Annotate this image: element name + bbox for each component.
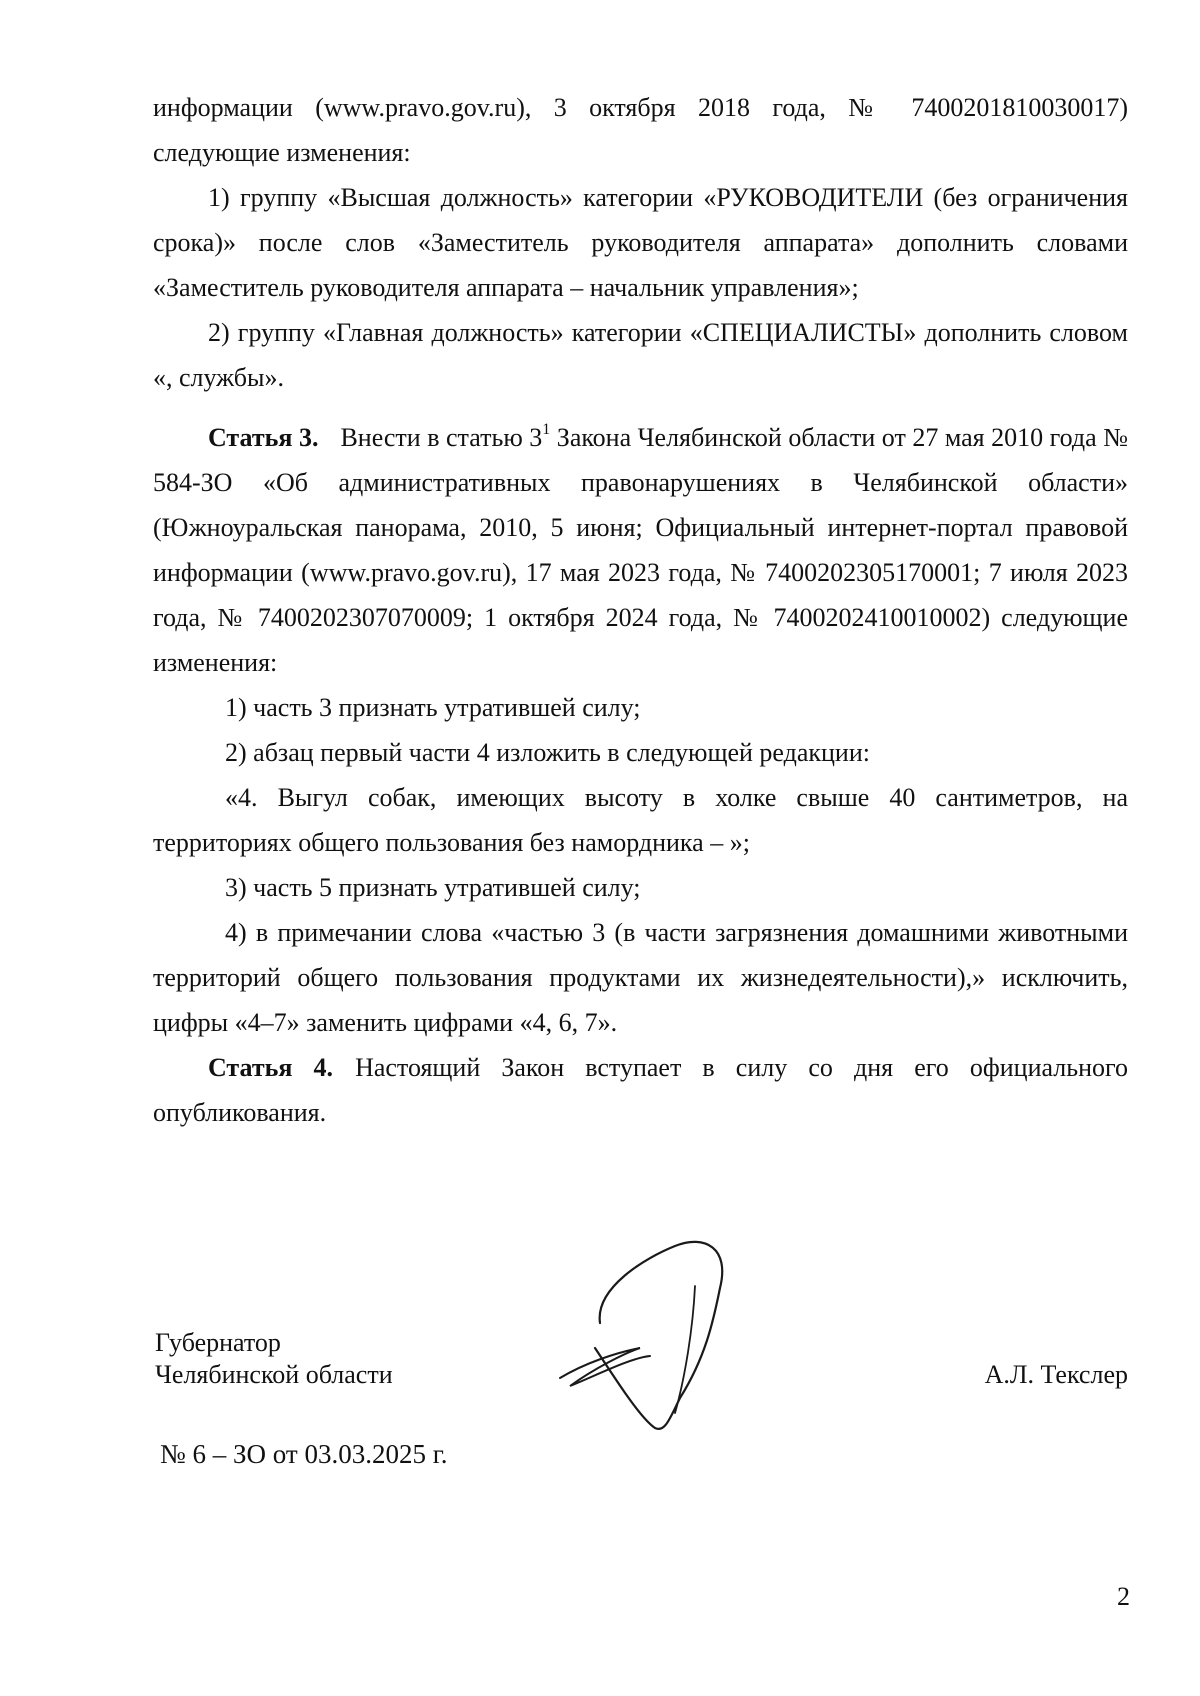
governor-title-line-1: Губернатор bbox=[155, 1328, 281, 1357]
handwritten-signature bbox=[555, 1228, 785, 1448]
article-4-paragraph bbox=[153, 1045, 1128, 1135]
law-number: № 6 – ЗО от 03.03.2025 г. bbox=[160, 1439, 448, 1469]
signer-name: А.Л. Текслер bbox=[984, 1360, 1128, 1389]
amendment-item-1: 1) группу «Высшая должность» категории «РУКОВОДИТЕЛИ (без ограничения срока)» после слов «Заместитель руководителя аппарата» дополнить словами «Заместитель руководителя аппарата – начальник управления»; bbox=[153, 183, 1128, 302]
article-3-intro-superscript: 1 bbox=[542, 421, 551, 439]
paragraph-intro-tail: информации (www.pravo.gov.ru), 3 октября 2018 года, № 7400201810030017) следующие изменения: bbox=[153, 93, 1128, 167]
article-3-item-1: 1) часть 3 признать утратившей силу; bbox=[225, 693, 641, 722]
article-3-intro-text-a: Внести в статью 3 bbox=[340, 423, 543, 452]
article-3-intro bbox=[153, 415, 1128, 685]
article-4 bbox=[153, 1045, 1128, 1135]
governor-title-line-2: Челябинской области bbox=[155, 1360, 393, 1389]
article-3-heading: Статья 3. bbox=[208, 423, 319, 452]
amendments-continuation bbox=[153, 85, 1128, 400]
article-3 bbox=[153, 415, 1128, 1045]
article-3-item-3: 3) часть 5 признать утратившей силу; bbox=[225, 873, 641, 902]
governor-title bbox=[155, 1327, 393, 1391]
article-3-item-2: 2) абзац первый части 4 изложить в следующей редакции: bbox=[225, 738, 870, 767]
article-4-text: Настоящий Закон вступает в силу со дня его официального опубликования. bbox=[153, 1053, 1129, 1127]
article-3-intro-text-b: Закона Челябинской области от 27 мая 2010 года № 584-ЗО «Об административных правонарушениях в Челябинской области» (Южноуральская панорама, 2010, 5 июня; Официальный интернет-портал правовой информации (www.pravo.gov.ru), 17 мая 2023 года, № 7400202305170001; 7 июля 2023 года, № 7400202307070009; 1 октября 2024 года, № 7400202410010002) следующие изменения: bbox=[153, 423, 1128, 677]
article-3-item-4: 4) в примечании слова «частью 3 (в части загрязнения домашними животными территорий общего пользования продуктами их жизнедеятельности),» исключить, цифры «4–7» заменить цифрами «4, 6, 7». bbox=[153, 918, 1128, 1037]
article-4-heading: Статья 4. bbox=[208, 1053, 334, 1082]
page-number: 2 bbox=[1117, 1582, 1130, 1611]
article-3-quote: «4. Выгул собак, имеющих высоту в холке свыше 40 сантиметров, на территориях общего пользования без намордника – »; bbox=[153, 783, 1128, 857]
amendment-item-2: 2) группу «Главная должность» категории «СПЕЦИАЛИСТЫ» дополнить словом «, службы». bbox=[153, 318, 1128, 392]
